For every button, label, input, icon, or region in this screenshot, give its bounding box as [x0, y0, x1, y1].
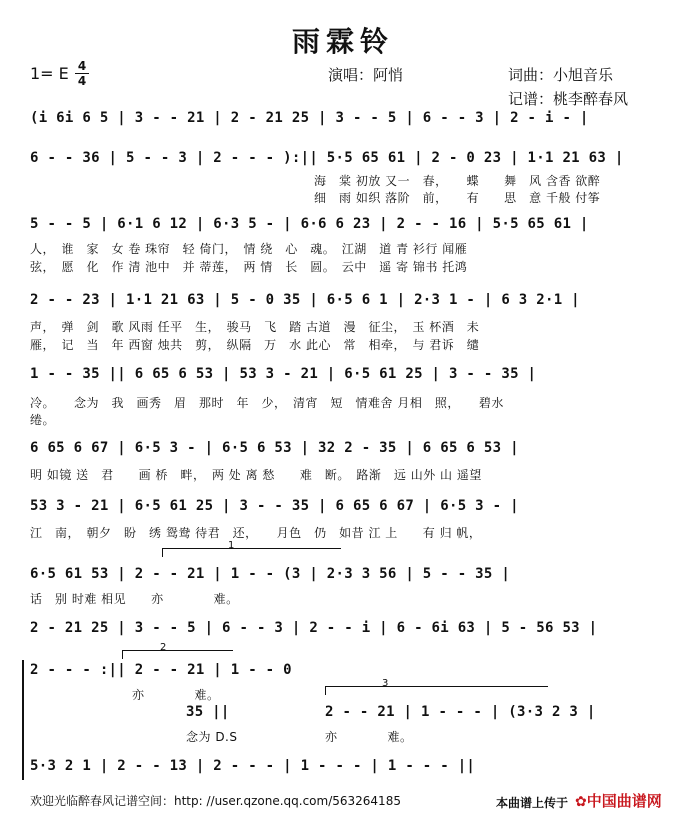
volta-label-2: 2 [160, 642, 167, 653]
lyric-line: 绻。 [30, 413, 56, 427]
page-title: 雨霖铃 [291, 25, 394, 58]
time-signature [75, 60, 89, 87]
volta-label-3: 3 [382, 678, 389, 689]
transcriber: 记谱：桃李醉春风 [508, 90, 629, 108]
lyric-line: 亦 难。 [132, 688, 220, 702]
notation-line: 6 65 6 67 | 6·5 3 - | 6·5 6 53 | 32 2 - 35 | 6 65 6 53 | [30, 440, 519, 456]
meter-bottom: 4 [77, 74, 87, 88]
lyric-line: 人， 谁 家 女 卷 珠帘 轻 倚门， 情 绕 心 魂。 江湖 道 青 衫行 闻雁 [30, 242, 468, 256]
lyric-line: 话 别 时难 相见 亦 难。 [30, 592, 239, 606]
notation-line: 2 - - 23 | 1·1 21 63 | 5 - 0 35 | 6·5 6 1 | 2·3 1 - | 6 3 2·1 | [30, 292, 580, 308]
lyric-line: 亦 难。 [325, 730, 413, 744]
lyric-line: 念为 D.S [186, 730, 238, 744]
notation-line: 35 || [186, 704, 230, 720]
lyric-line: 细 雨 如织 落阶 前， 有 思 意 千般 付筝 [314, 191, 601, 205]
volta-bracket-3 [325, 686, 548, 695]
lyric-line: 弦， 愿 化 作 清 池中 并 蒂莲， 两 情 长 圆。 云中 遥 寄 锦书 托鸿 [30, 260, 468, 274]
singer: 演唱：阿悄 [328, 66, 404, 84]
meter-top: 4 [77, 59, 87, 73]
notation-line: 6 - - 36 | 5 - - 3 | 2 - - - ):|| 5·5 65 61 | 2 - 0 23 | 1·1 21 63 | [30, 150, 624, 166]
notation-line: 53 3 - 21 | 6·5 61 25 | 3 - - 35 | 6 65 6 67 | 6·5 3 - | [30, 498, 519, 514]
lyric-line: 江 南， 朝夕 盼 绣 鸳鸯 待君 还， 月色 仍 如昔 江 上 有 归 帆， [30, 526, 482, 540]
notation-line: 6·5 61 53 | 2 - - 21 | 1 - - (3 | 2·3 3 56 | 5 - - 35 | [30, 566, 511, 582]
notation-line: 2 - - - :|| 2 - - 21 | 1 - - 0 [30, 662, 292, 678]
logo-icon: ✿ [575, 794, 587, 810]
notation-line: 1 - - 35 || 6 65 6 53 | 53 3 - 21 | 6·5 61 25 | 3 - - 35 | [30, 366, 537, 382]
composer: 词曲：小旭音乐 [508, 66, 614, 84]
notation-line: 5 - - 5 | 6·1 6 12 | 6·3 5 - | 6·6 6 23 | 2 - - 16 | 5·5 65 61 | [30, 216, 589, 232]
lyric-line: 明 如镜 送 君 画 桥 畔， 两 处 离 愁 难 断。 路渐 远 山外 山 遥望 [30, 468, 482, 482]
lyric-line: 声， 弹 剑 歌 风雨 任平 生， 骏马 飞 踏 古道 漫 征尘， 玉 杯酒 未 [30, 320, 480, 334]
lyric-line: 冷。 念为 我 画秀 眉 那时 年 少， 清宵 短 情难舍 月相 照， 碧水 [30, 396, 504, 410]
notation-line: 5·3 2 1 | 2 - - 13 | 2 - - - | 1 - - - | 1 - - - || [30, 758, 476, 774]
lyric-line: 海 棠 初放 又一 春， 蝶 舞 风 含香 欲醉 [314, 174, 601, 188]
footer-uploaded: 本曲谱上传于 [496, 796, 569, 810]
volta-label-1: 1 [228, 540, 235, 551]
notation-line: 2 - - 21 | 1 - - - | (3·3 2 3 | [325, 704, 596, 720]
volta-bracket-1 [162, 548, 341, 557]
lyric-line: 雁， 记 当 年 西窗 烛共 剪， 纵隔 万 水 此心 常 相牵， 与 君诉 缱 [30, 338, 480, 352]
footer-welcome: 欢迎光临醉春风记谱空间：http: //user.qzone.qq.com/563264185 [30, 794, 401, 808]
notation-line: (i 6i 6 5 | 3 - - 21 | 2 - 21 25 | 3 - - 5 | 6 - - 3 | 2 - i - | [30, 110, 589, 126]
notation-line: 2 - 21 25 | 3 - - 5 | 6 - - 3 | 2 - - i | 6 - 6i 63 | 5 - 56 53 | [30, 620, 598, 636]
logo-text: 中国曲谱网 [586, 792, 662, 810]
volta-bracket-2 [122, 650, 233, 659]
site-logo [575, 790, 662, 811]
system-brace [22, 660, 24, 780]
key-signature: 1= E [30, 64, 69, 83]
